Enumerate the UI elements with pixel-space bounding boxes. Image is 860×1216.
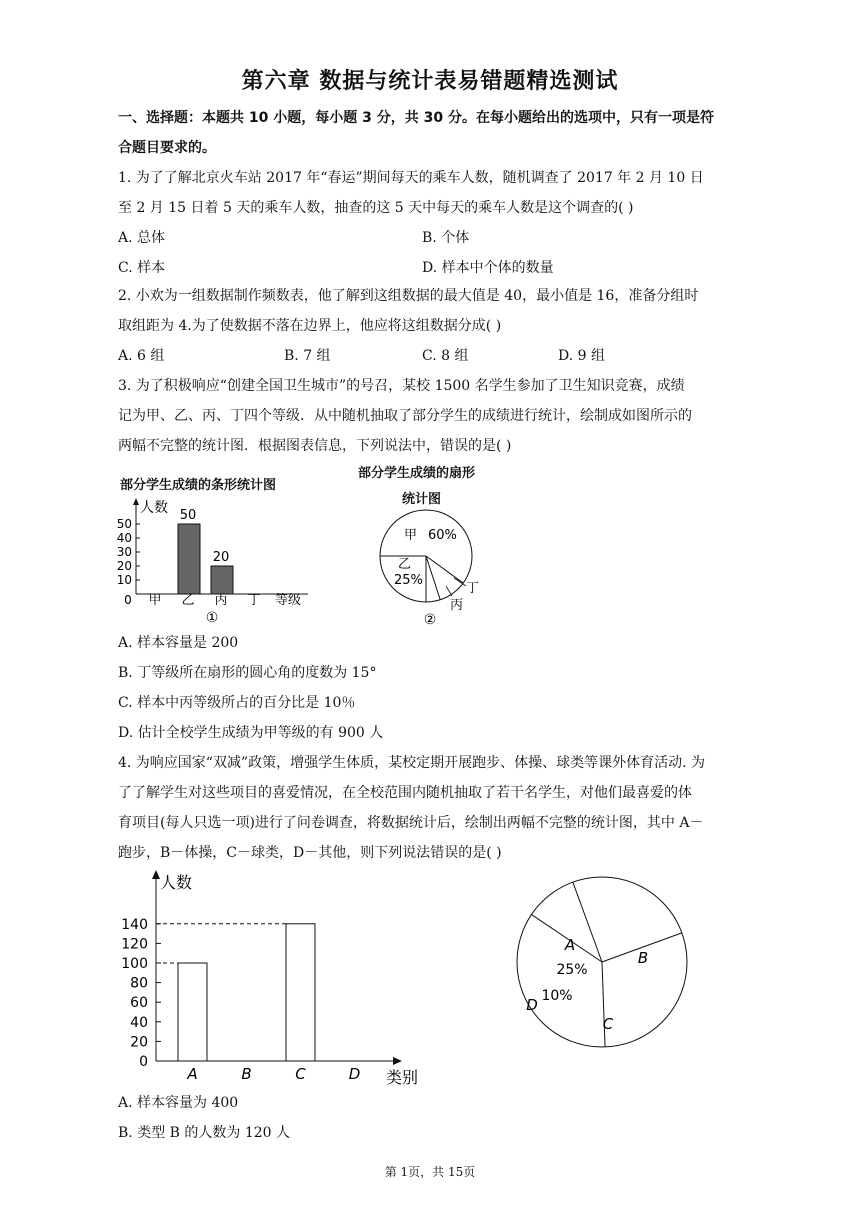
chart2-percent-jia: 60% (428, 528, 457, 543)
chart1-bar-value-label: 20 (212, 550, 230, 565)
chart2-label-ding: 丁 (466, 581, 480, 596)
chart4-label-b: B (637, 949, 649, 967)
q4-stem-line1: 4. 为响应国家“双减”政策，增强学生体质，某校定期开展跑步、体操、球类等课外体育活动. 为 (118, 755, 706, 771)
q3-option-c: C. 样本中丙等级所占的百分比是 10％ (118, 695, 356, 711)
chart3-xtick-label: C (295, 1065, 306, 1083)
chart1-bar (178, 524, 200, 594)
chart2-label-yi: 乙 (398, 557, 412, 572)
chart1-ytick-label: 30 (116, 545, 132, 559)
chart1-ytick-label: 50 (116, 517, 132, 531)
chart4-label-c: C (602, 1015, 614, 1033)
chart3-bar-chart (112, 866, 432, 1090)
q1-option-a: A. 总体 (118, 230, 166, 246)
chart1-caption: ① (205, 610, 219, 626)
chart4-label-d: D (526, 996, 538, 1014)
q1-stem-line2: 至 2 月 15 日着 5 天的乘车人数，抽查的这 5 天中每天的乘车人数是这个调查的( ) (118, 200, 634, 216)
q1-option-b: B. 个体 (422, 230, 470, 246)
q3-stem-line1: 3. 为了积极响应“创建全国卫生城市”的号召，某校 1500 名学生参加了卫生知识竞赛，成绩 (118, 378, 685, 394)
q4-option-b: B. 类型 B 的人数为 120 人 (118, 1125, 290, 1141)
q3-option-b: B. 丁等级所在扇形的圆心角的度数为 15° (118, 665, 377, 681)
chart2-label-bing: 丙 (450, 598, 464, 613)
chart3-xtick-label: D (348, 1065, 361, 1083)
chart2-caption: ② (423, 612, 437, 628)
chart1-ytick-label: 40 (116, 531, 132, 545)
chart3-y-arrow (152, 870, 160, 879)
chart2-title-line1: 部分学生成绩的扇形 (358, 466, 476, 481)
page-footer: 第 1页，共 15页 (384, 1165, 476, 1179)
chart3-xtick-label: B (241, 1065, 252, 1083)
page-title: 第六章 数据与统计表易错题精选测试 (241, 69, 619, 94)
chart1-y-arrow (133, 498, 139, 505)
chart3-ytick-label: 140 (121, 916, 148, 933)
q3-option-a: A. 样本容量是 200 (118, 635, 239, 651)
chart3-ytick-label: 120 (121, 936, 148, 953)
chart1-xtick-label: 丁 (247, 593, 261, 608)
q3-option-d: D. 估计全校学生成绩为甲等级的有 900 人 (118, 725, 384, 741)
chart4-percent-d: 10% (541, 988, 573, 1004)
q4-stem-line4: 跑步，B－体操，C－球类，D－其他，则下列说法错误的是( ) (118, 845, 502, 861)
chart4-pie-chart (510, 870, 694, 1054)
chart1-title: 部分学生成绩的条形统计图 (120, 478, 277, 493)
chart1-y-label: 人数 (140, 500, 168, 516)
chart2-label-jia: 甲 (404, 528, 418, 543)
chart1-xtick-label: 甲 (148, 593, 162, 608)
chart4-percent-a: 25% (556, 962, 588, 978)
chart1-bar-value-label: 50 (179, 508, 197, 523)
chart3-ytick-label: 40 (130, 1014, 148, 1031)
chart1-origin: 0 (124, 593, 132, 607)
chart2-title-line2: 统计图 (402, 492, 442, 507)
q2-stem-line1: 2. 小欢为一组数据制作频数表，他了解到这组数据的最大值是 40，最小值是 16，准备分组时 (118, 288, 699, 304)
chart3-x-label: 类别 (385, 1068, 419, 1087)
chart2-percent-yi: 25% (394, 573, 423, 588)
chart1-xtick-label: 丙 (214, 593, 228, 608)
chart1-x-label: 等级 (274, 593, 302, 608)
chart3-bar (286, 924, 315, 1061)
q4-stem-line2: 了了解学生对这些项目的喜爱情况，在全校范围内随机抽取了若干名学生，对他们最喜爱的体 (118, 785, 692, 801)
chart2-pie-chart (366, 506, 506, 630)
q1-option-d: D. 样本中个体的数量 (422, 260, 554, 276)
q3-stem-line3: 两幅不完整的统计图．根据图表信息，下列说法中，错误的是( ) (118, 438, 512, 454)
chart4-label-a: A (564, 936, 576, 954)
chart3-ytick-label: 100 (121, 956, 148, 972)
section-heading-line1: 一、选择题：本题共 10 小题，每小题 3 分，共 30 分。在每小题给出的选项中，只有一项是符 (118, 110, 714, 126)
chart3-ytick-label: 80 (130, 975, 148, 992)
q3-stem-line2: 记为甲、乙、丙、丁四个等级．从中随机抽取了部分学生的成绩进行统计，绘制成如图所示的 (118, 408, 692, 424)
q2-option-d: D. 9 组 (558, 348, 605, 364)
q1-stem-line1: 1. 为了了解北京火车站 2017 年“春运”期间每天的乘车人数，随机调查了 2017 年 2 月 10 日 (118, 170, 704, 186)
q4-stem-line3: 育项目(每人只选一项)进行了问卷调查，将数据统计后，绘制出两幅不完整的统计图，其中 A－ (118, 815, 704, 831)
section-heading-line2: 合题目要求的。 (118, 140, 216, 156)
chart1-ytick-label: 10 (116, 573, 132, 587)
chart3-bar (178, 963, 207, 1061)
chart1-ytick-label: 20 (116, 559, 132, 573)
chart3-xtick-label: A (187, 1065, 198, 1083)
q2-option-a: A. 6 组 (118, 348, 165, 364)
chart1-bar-chart (112, 494, 322, 628)
chart3-ytick-label: 20 (130, 1034, 148, 1051)
chart3-ytick-label: 0 (139, 1054, 148, 1070)
q2-stem-line2: 取组距为 4.为了使数据不落在边界上，他应将这组数据分成( ) (118, 318, 502, 334)
chart3-y-label: 人数 (160, 873, 193, 892)
chart3-ytick-label: 60 (130, 995, 148, 1012)
q2-option-b: B. 7 组 (284, 348, 331, 364)
chart1-bar (211, 566, 233, 594)
q4-option-a: A. 样本容量为 400 (118, 1095, 239, 1111)
chart3-x-arrow (393, 1057, 402, 1065)
q1-option-c: C. 样本 (118, 260, 166, 276)
chart1-xtick-label: 乙 (181, 593, 195, 608)
q2-option-c: C. 8 组 (422, 348, 469, 364)
